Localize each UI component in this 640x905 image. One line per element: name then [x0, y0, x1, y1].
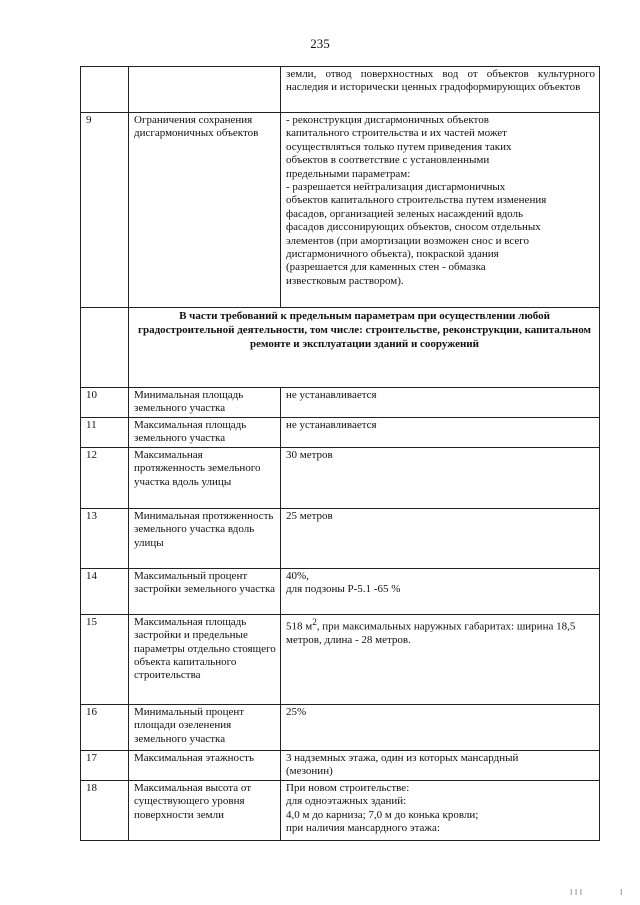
- row-value: [281, 568, 600, 614]
- table-row: [81, 388, 600, 418]
- value-line: При новом строительстве:: [286, 781, 410, 794]
- table-row: [81, 568, 600, 614]
- row-value: [281, 614, 600, 704]
- row-value: 30 метров: [281, 447, 600, 508]
- row-number-cell: [81, 67, 129, 113]
- row-name: Ограничения сохранения дисгармоничных объектов: [129, 113, 281, 308]
- table-row-continuation: [81, 67, 600, 113]
- value-line: элементов (при амортизации возможен снос и всего: [286, 234, 529, 247]
- section-header-row: [81, 308, 600, 388]
- row-name: Максимальная протяженность земельного участка вдоль улицы: [129, 447, 281, 508]
- row-name: Минимальный процент площади озеленения земельного участка: [129, 704, 281, 750]
- table-row: [81, 704, 600, 750]
- row-number-cell: [81, 308, 129, 388]
- row-name-cell: [129, 67, 281, 113]
- row-name: Максимальный процент застройки земельного участка: [129, 568, 281, 614]
- area-value: 518 м: [286, 620, 313, 633]
- value-line: - реконструкция дисгармоничных объектов: [286, 114, 489, 126]
- row-number: 10: [81, 388, 129, 418]
- value-line: фасадов диссонирующих объектов, сносом отдельных: [286, 221, 541, 234]
- table-row: [81, 113, 600, 308]
- table-row: [81, 417, 600, 447]
- value-line: объектов в соответствие с установленными: [286, 154, 490, 167]
- row-name: Максимальная площадь земельного участка: [129, 417, 281, 447]
- row-value: [281, 113, 600, 308]
- value-line: осуществляться только путем приведения таких: [286, 140, 512, 153]
- value-line: предельными параметрам:: [286, 167, 411, 180]
- row-name: Максимальная этажность: [129, 750, 281, 780]
- value-line: для подзоны Р-5.1 -65 %: [286, 583, 401, 596]
- value-line: объектов капитального строительства путем изменения: [286, 194, 547, 207]
- row-number: 9: [81, 113, 129, 308]
- row-number: 18: [81, 780, 129, 840]
- row-number: 14: [81, 568, 129, 614]
- scan-mark-right: I: [620, 888, 623, 897]
- scan-mark-left: I I I: [570, 888, 583, 897]
- value-line: 40%,: [286, 569, 309, 582]
- row-value-cell: земли, отвод поверхностных вод от объектов культурного наследия и исторически ценных градоформирующих объектов: [281, 67, 600, 113]
- section-header: В части требований к предельным параметрам при осуществлении любой градостроительной деятельности, том числе: строительстве, реконструкции, капитальном ремонте и эксплуатации зданий и сооружений: [129, 308, 600, 388]
- table-row: [81, 780, 600, 840]
- row-number: 17: [81, 750, 129, 780]
- row-name: Минимальная протяженность земельного участка вдоль улицы: [129, 508, 281, 568]
- row-value: [281, 750, 600, 780]
- table-row: [81, 750, 600, 780]
- row-number: 13: [81, 508, 129, 568]
- row-name: Минимальная площадь земельного участка: [129, 388, 281, 418]
- regulations-table: [80, 66, 600, 841]
- row-number: 16: [81, 704, 129, 750]
- row-number: 15: [81, 614, 129, 704]
- value-line: 3 надземных этажа, один из которых мансардный: [286, 751, 519, 764]
- area-description: , при максимальных наружных габаритах: ширина 18,5 метров, длина - 28 метров.: [286, 620, 576, 646]
- value-line: капитального строительства и их частей может: [286, 127, 507, 140]
- table-row: [81, 614, 600, 704]
- page-number: 235: [310, 36, 330, 51]
- row-value: 25%: [281, 704, 600, 750]
- table-row: [81, 508, 600, 568]
- table-row: [81, 447, 600, 508]
- value-line: дисгармоничного объекта), покраской здания: [286, 248, 499, 261]
- row-value: не устанавливается: [281, 417, 600, 447]
- row-number: 11: [81, 417, 129, 447]
- value-line: (мезонин): [286, 765, 333, 778]
- value-line: фасадов, организацией зеленых насаждений вдоль: [286, 207, 524, 220]
- row-name: Максимальная площадь застройки и предельные параметры отдельно стоящего объекта капитального строительства: [129, 614, 281, 704]
- value-line: при наличия мансардного этажа:: [286, 822, 440, 835]
- area-unit-exponent: 2: [312, 616, 317, 627]
- value-line: известковым раствором).: [286, 274, 404, 287]
- row-name: Максимальная высота от существующего уровня поверхности земли: [129, 780, 281, 840]
- value-line: (разрешается для каменных стен - обмазка: [286, 261, 486, 274]
- row-value: 25 метров: [281, 508, 600, 568]
- value-line: 4,0 м до карниза; 7,0 м до конька кровли;: [286, 808, 479, 821]
- value-line: для одноэтажных зданий:: [286, 795, 407, 808]
- row-value: [281, 780, 600, 840]
- value-line: - разрешается нейтрализация дисгармоничных: [286, 181, 506, 194]
- row-value: не устанавливается: [281, 388, 600, 418]
- row-number: 12: [81, 447, 129, 508]
